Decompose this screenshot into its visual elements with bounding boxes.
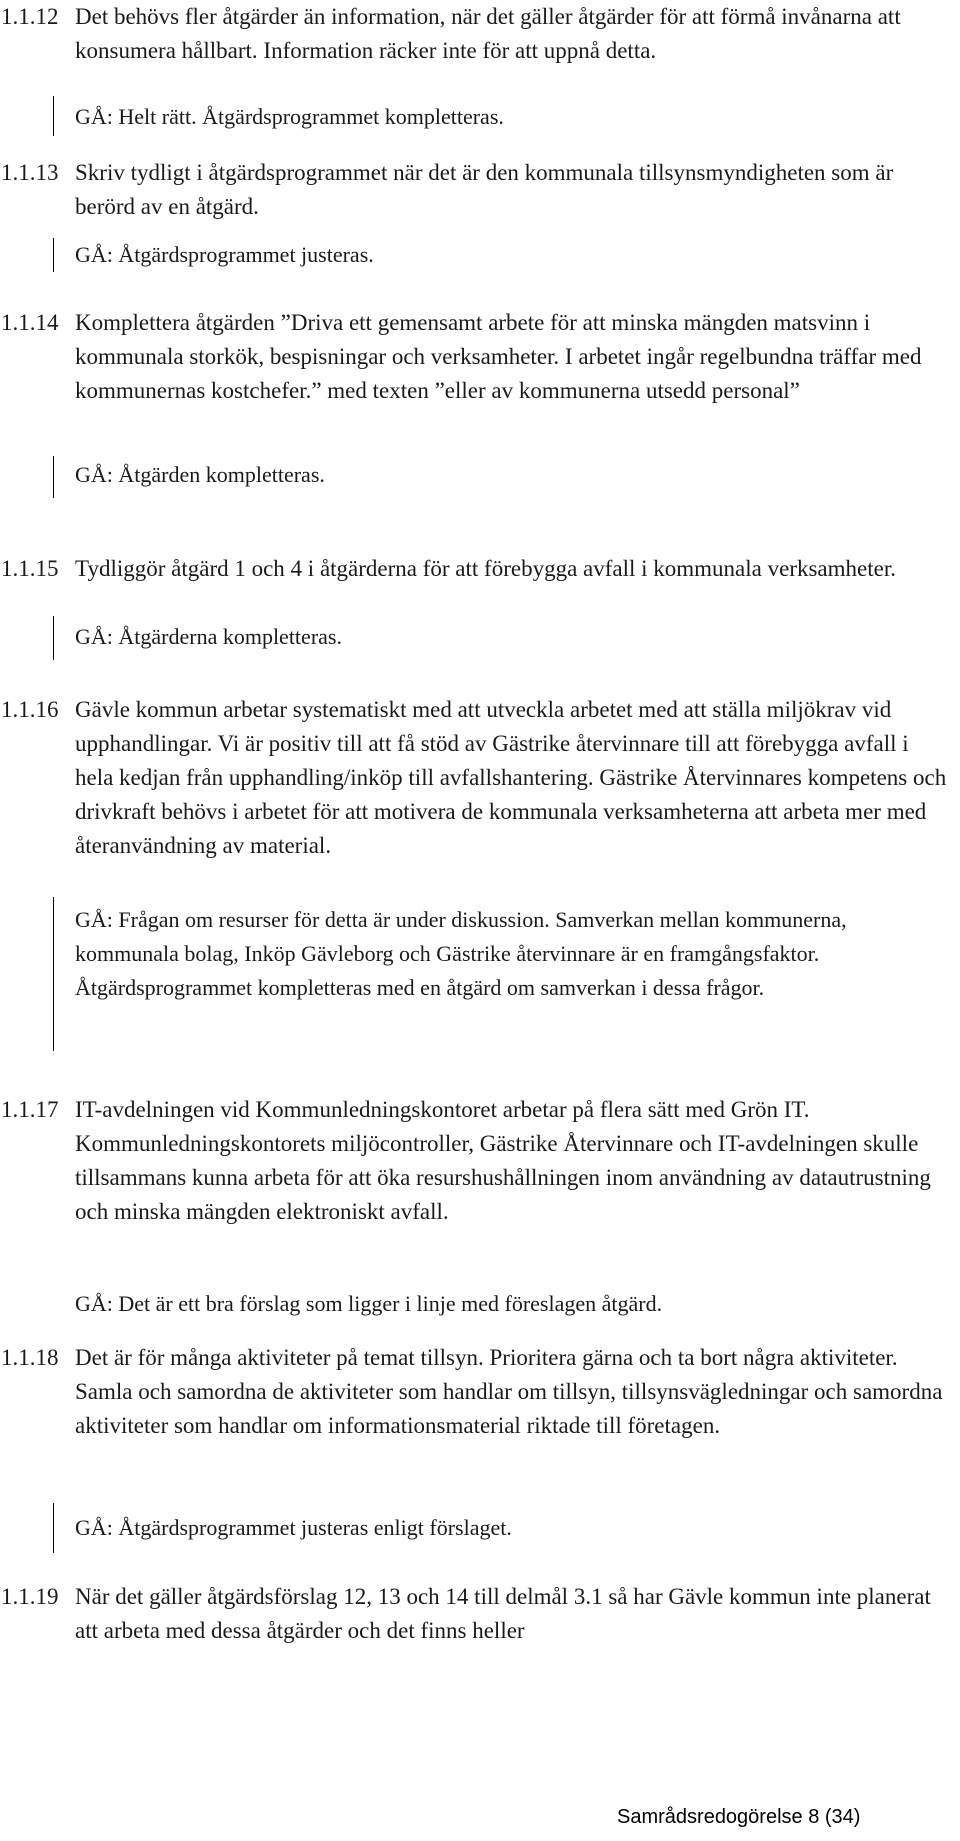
answer-text: GÅ: Åtgärdsprogrammet justeras. xyxy=(75,242,374,267)
answer-margin-bar xyxy=(53,616,54,660)
answer-margin-bar xyxy=(53,456,54,498)
comment-text: IT-avdelningen vid Kommunledningskontoret arbetar på flera sätt med Grön IT. Kommunledningskontorets miljöcontroller, Gästrike Återvinnare och IT-avdelningen skulle tillsammans kunna arbeta för att öka resurshushållningen inom användning av datautrustning och minska mängden elektroniskt avfall. xyxy=(75,1097,931,1224)
item-number: 1.1.18 xyxy=(1,1345,59,1370)
answer-margin-bar xyxy=(53,96,54,136)
item-number: 1.1.16 xyxy=(1,697,59,722)
item-number: 1.1.13 xyxy=(1,160,59,185)
answer-text: GÅ: Frågan om resurser för detta är under diskussion. Samverkan mellan kommunerna, kommunala bolag, Inköp Gävleborg och Gästrike återvinnare är en framgångsfaktor. Åtgärdsprogrammet kompletteras med en åtgärd om samverkan i dessa frågor. xyxy=(75,907,847,1000)
answer-text: GÅ: Åtgärden kompletteras. xyxy=(75,462,325,487)
answer-text: GÅ: Åtgärderna kompletteras. xyxy=(75,624,342,649)
comment-text: Komplettera åtgärden ”Driva ett gemensamt arbete för att minska mängden matsvinn i kommunala storkök, bespisningar och verksamheter. I arbetet ingår regelbundna träffar med kommunernas kostchefer.” med texten ”eller av kommunerna utsedd personal” xyxy=(75,310,922,403)
answer-text: GÅ: Åtgärdsprogrammet justeras enligt förslaget. xyxy=(75,1515,512,1540)
answer-text: GÅ: Det är ett bra förslag som ligger i linje med föreslagen åtgärd. xyxy=(75,1291,663,1316)
comment-text: Det behövs fler åtgärder än information, när det gäller åtgärder för att förmå invånarna att konsumera hållbart. Information räcker inte för att uppnå detta. xyxy=(75,4,901,63)
comment-text: Det är för många aktiviteter på temat tillsyn. Prioritera gärna och ta bort några aktiviteter. Samla och samordna de aktiviteter som handlar om tillsyn, tillsynsvägledningar och samordna aktiviteter som handlar om informationsmaterial riktade till företagen. xyxy=(75,1345,943,1438)
comment-text: Gävle kommun arbetar systematiskt med att utveckla arbetet med att ställa miljökrav vid upphandlingar. Vi är positiv till att få stöd av Gästrike återvinnare till att förebygga avfall i hela kedjan från upphandling/inköp till avfallshantering. Gästrike Återvinnares kompetens och drivkraft behövs i arbetet för att motivera de kommunala verksamheterna att arbeta mer med återanvändning av material. xyxy=(75,697,947,858)
answer-text: GÅ: Helt rätt. Åtgärdsprogrammet kompletteras. xyxy=(75,104,504,129)
item-number: 1.1.19 xyxy=(1,1584,59,1609)
answer-margin-bar xyxy=(53,897,54,1051)
comment-text: Skriv tydligt i åtgärdsprogrammet när det är den kommunala tillsynsmyndigheten som är berörd av en åtgärd. xyxy=(75,160,894,219)
answer-margin-bar xyxy=(53,1503,54,1553)
answer-margin-bar xyxy=(53,238,54,272)
page-footer: Samrådsredogörelse 8 (34) xyxy=(617,1806,861,1828)
item-number: 1.1.15 xyxy=(1,556,59,581)
comment-text: När det gäller åtgärdsförslag 12, 13 och 14 till delmål 3.1 så har Gävle kommun inte planerat att arbeta med dessa åtgärder och det finns heller xyxy=(75,1584,931,1643)
item-number: 1.1.12 xyxy=(1,4,59,29)
comment-text: Tydliggör åtgärd 1 och 4 i åtgärderna för att förebygga avfall i kommunala verksamheter. xyxy=(75,556,896,581)
item-number: 1.1.14 xyxy=(1,310,59,335)
item-number: 1.1.17 xyxy=(1,1097,59,1122)
